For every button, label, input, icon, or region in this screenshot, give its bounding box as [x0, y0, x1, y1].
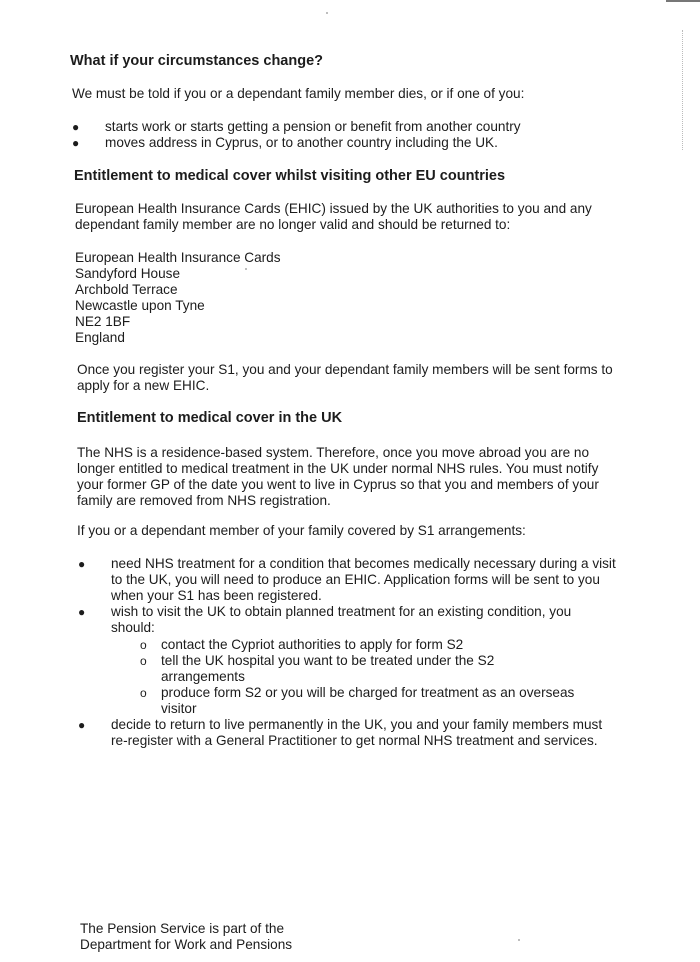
heading-circumstances: What if your circumstances change? — [70, 53, 324, 69]
address-line: NE2 1BF — [75, 314, 131, 329]
scan-speck — [326, 12, 328, 14]
list-item: ● wish to visit the UK to obtain planned treatment for an existing condition, you should: o contact the Cypriot authorities to apply for form S2 o tell the UK hospital you want to be treated under the S2 arrangements o produce form S2 or you will be charged for treatment as an overseas visitor — [78, 604, 618, 717]
circumstances-intro: We must be told if you or a dependant family member dies, or if one of you: — [72, 86, 525, 101]
return-address — [75, 250, 281, 346]
uk-treatment-list — [78, 556, 618, 749]
circumstances-list — [72, 119, 632, 151]
heading-uk-cover: Entitlement to medical cover in the UK — [77, 410, 343, 426]
circle-bullet-icon: o — [140, 686, 147, 700]
list-item: ● need NHS treatment for a condition that becomes medically necessary during a visit to the UK, you will need to produce an EHIC. Application forms will be sent to you when your S1 has been registered. — [78, 556, 616, 603]
address-line: Sandyford House — [75, 266, 181, 281]
address-line: Newcastle upon Tyne — [75, 298, 205, 313]
eu-paragraph-1: European Health Insurance Cards (EHIC) issued by the UK authorities to you and any dependant family member are no longer valid and should be returned to: — [75, 201, 592, 232]
uk-paragraph-2: If you or a dependant member of your family covered by S1 arrangements: — [77, 523, 526, 538]
scan-speck — [518, 939, 520, 941]
footer — [80, 921, 292, 953]
sub-list-item: o contact the Cypriot authorities to apply for form S2 — [140, 637, 464, 652]
heading-eu-cover: Entitlement to medical cover whilst visiting other EU countries — [74, 168, 506, 184]
list-item: ● decide to return to live permanently in the UK, you and your family members must re-register with a General Practitioner to get normal NHS treatment and services. — [78, 717, 603, 748]
uk-paragraph-1: The NHS is a residence-based system. Therefore, once you move abroad you are no longer entitled to medical treatment in the UK under normal NHS rules. You must notify your former GP of the date you went to live in Cyprus so that you and members of your family are removed from NHS registration. — [77, 445, 599, 508]
address-line: England — [75, 330, 125, 345]
bullet-icon: ● — [72, 136, 80, 150]
scan-edge-mark — [666, 0, 700, 2]
s2-steps-list — [140, 637, 580, 717]
address-line: European Health Insurance Cards — [75, 250, 281, 265]
address-line: Archbold Terrace — [75, 282, 178, 297]
eu-paragraph-2: Once you register your S1, you and your dependant family members will be sent forms to apply for a new EHIC. — [77, 362, 613, 393]
footer-line-1: The Pension Service is part of the — [80, 921, 285, 936]
list-item: ● starts work or starts getting a pension or benefit from another country — [72, 119, 521, 134]
sub-list-item: o produce form S2 or you will be charged for treatment as an overseas visitor — [140, 685, 575, 716]
circle-bullet-icon: o — [140, 638, 147, 652]
sub-list-item: o tell the UK hospital you want to be treated under the S2 arrangements — [140, 653, 495, 684]
footer-line-2: Department for Work and Pensions — [80, 937, 293, 952]
scan-margin-marks — [682, 30, 684, 150]
bullet-icon: ● — [72, 120, 80, 134]
circle-bullet-icon: o — [140, 654, 147, 668]
bullet-icon: ● — [78, 718, 86, 732]
list-item: ● moves address in Cyprus, or to another country including the UK. — [72, 135, 498, 150]
bullet-icon: ● — [78, 605, 86, 619]
bullet-icon: ● — [78, 557, 86, 571]
